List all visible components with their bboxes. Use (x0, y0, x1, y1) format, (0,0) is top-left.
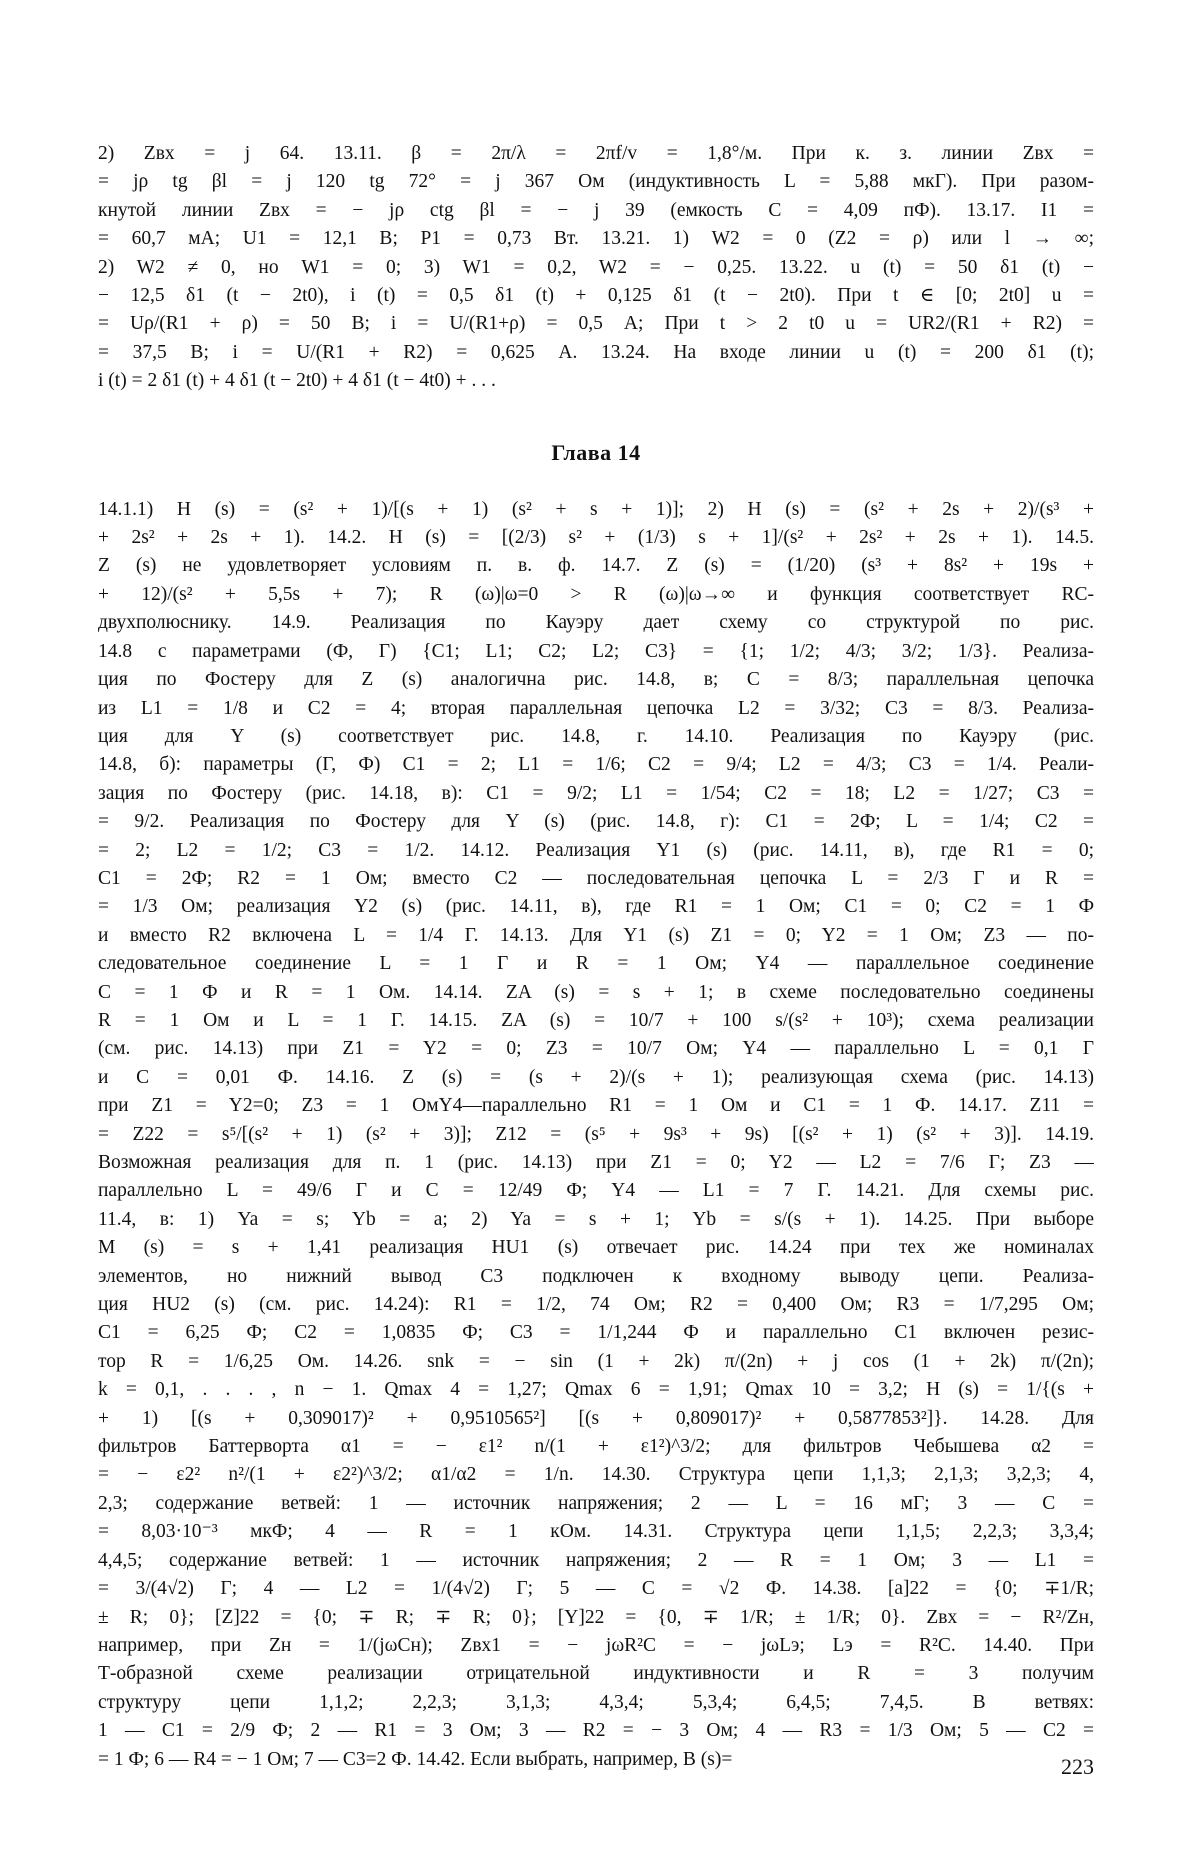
text-line: 14.8 с параметрами (Ф, Г) {C1; L1; C2; L2; C3} = {1; 1/2; 4/3; 3/2; 1/3}. Реализа- (98, 640, 1094, 662)
text-line: = Z22 = s⁵/[(s² + 1) (s² + 3)]; Z12 = (s⁵ + 9s³ + 9s) [(s² + 1) (s² + 3)]. 14.19. (98, 1123, 1094, 1145)
text-line: и C = 0,01 Ф. 14.16. Z (s) = (s + 2)/(s + 1); реализующая схема (рис. 14.13) (98, 1066, 1094, 1088)
text-line: C = 1 Ф и R = 1 Ом. 14.14. ZA (s) = s + 1; в схеме последовательно соединены (98, 981, 1094, 1003)
text-line: например, при Zн = 1/(jωCн); Zвх1 = − jωR²C = − jωLэ; Lэ = R²C. 14.40. При (98, 1634, 1094, 1656)
text-line: и вместо R2 включена L = 1/4 Г. 14.13. Для Y1 (s) Z1 = 0; Y2 = 1 Ом; Z3 — по- (98, 924, 1094, 946)
text-line: 1 — C1 = 2/9 Ф; 2 — R1 = 3 Ом; 3 — R2 = − 3 Ом; 4 — R3 = 1/3 Ом; 5 — C2 = (98, 1720, 1094, 1742)
text-line: при Z1 = Y2=0; Z3 = 1 ОмY4—параллельно R1 = 1 Ом и C1 = 1 Ф. 14.17. Z11 = (98, 1095, 1094, 1117)
answers-chapter-13-continued (98, 140, 1094, 396)
text-line: M (s) = s + 1,41 реализация HU1 (s) отвечает рис. 14.24 при тех же номиналах (98, 1237, 1094, 1259)
text-line: = Uρ/(R1 + ρ) = 50 В; i = U/(R1+ρ) = 0,5 А; При t > 2 t0 u = UR2/(R1 + R2) = (98, 313, 1094, 335)
text-line: Т-образной схеме реализации отрицательной индуктивности и R = 3 получим (98, 1663, 1094, 1685)
text-line: тор R = 1/6,25 Ом. 14.26. snk = − sin (1 + 2k) π/(2n) + j cos (1 + 2k) π/(2n); (98, 1350, 1094, 1372)
text-line: = − ε2² n²/(1 + ε2²)^3/2; α1/α2 = 1/n. 14.30. Структура цепи 1,1,3; 2,1,3; 3,2,3; 4, (98, 1464, 1094, 1486)
text-line: − 12,5 δ1 (t − 2t0), i (t) = 0,5 δ1 (t) + 0,125 δ1 (t − 2t0). При t ∈ [0; 2t0] u = (98, 285, 1094, 307)
text-line: + 2s² + 2s + 1). 14.2. H (s) = [(2/3) s² + (1/3) s + 1]/(s² + 2s² + 2s + 1). 14.5. (98, 527, 1094, 549)
text-line: 4,4,5; содержание ветвей: 1 — источник напряжения; 2 — R = 1 Ом; 3 — L1 = (98, 1549, 1094, 1571)
chapter-heading: Глава 14 (551, 439, 641, 465)
text-line: = 1 Ф; 6 — R4 = − 1 Ом; 7 — C3=2 Ф. 14.42. Если выбрать, например, B (s)= (98, 1748, 733, 1770)
text-line: = 9/2. Реализация по Фостеру для Y (s) (рис. 14.8, г): C1 = 2Ф; L = 1/4; C2 = (98, 811, 1094, 833)
text-line: 2) W2 ≠ 0, но W1 = 0; 3) W1 = 0,2, W2 = − 0,25. 13.22. u (t) = 50 δ1 (t) − (98, 256, 1094, 278)
text-line: = 1/3 Ом; реализация Y2 (s) (рис. 14.11, в), где R1 = 1 Ом; C1 = 0; C2 = 1 Ф (98, 896, 1094, 918)
text-line: Z (s) не удовлетворяет условиям п. в. ф. 14.7. Z (s) = (1/20) (s³ + 8s² + 19s + (98, 555, 1094, 577)
text-line: следовательное соединение L = 1 Г и R = 1 Ом; Y4 — параллельное соединение (98, 953, 1094, 975)
text-line: Возможная реализация для п. 1 (рис. 14.13) при Z1 = 0; Y2 — L2 = 7/6 Г; Z3 — (98, 1152, 1094, 1173)
text-line: параллельно L = 49/6 Г и C = 12/49 Ф; Y4 — L1 = 7 Г. 14.21. Для схемы рис. (98, 1180, 1094, 1202)
text-line: = 37,5 В; i = U/(R1 + R2) = 0,625 А. 13.24. На входе линии u (t) = 200 δ1 (t); (98, 341, 1094, 363)
text-line: = 2; L2 = 1/2; C3 = 1/2. 14.12. Реализация Y1 (s) (рис. 14.11, в), где R1 = 0; (98, 839, 1094, 861)
text-line: элементов, но нижний вывод C3 подключен к входному выводу цепи. Реализа- (98, 1265, 1094, 1287)
text-line: 14.1.1) H (s) = (s² + 1)/[(s + 1) (s² + s + 1)]; 2) H (s) = (s² + 2s + 2)/(s³ + (98, 498, 1094, 520)
text-line: (см. рис. 14.13) при Z1 = Y2 = 0; Z3 = 10/7 Ом; Y4 — параллельно L = 0,1 Г (98, 1038, 1094, 1060)
text-line: 2,3; содержание ветвей: 1 — источник напряжения; 2 — L = 16 мГ; 3 — C = (98, 1492, 1094, 1514)
text-line: кнутой линии Zвх = − jρ ctg βl = − j 39 (емкость C = 4,09 пФ). 13.17. I1 = (98, 199, 1094, 221)
text-line: i (t) = 2 δ1 (t) + 4 δ1 (t − 2t0) + 4 δ1 (t − 4t0) + . . . (98, 370, 496, 392)
text-line: = 8,03·10⁻³ мкФ; 4 — R = 1 кОм. 14.31. Структура цепи 1,1,5; 2,2,3; 3,3,4; (98, 1521, 1094, 1543)
text-line: = 3/(4√2) Г; 4 — L2 = 1/(4√2) Г; 5 — C = √2 Ф. 14.38. [a]22 = {0; ∓1/R; (98, 1578, 1094, 1600)
text-line: C1 = 6,25 Ф; C2 = 1,0835 Ф; C3 = 1/1,244 Ф и параллельно C1 включен резис- (98, 1322, 1094, 1344)
page-number: 223 (1061, 1754, 1094, 1779)
text-line: ± R; 0}; [Z]22 = {0; ∓ R; ∓ R; 0}; [Y]22 = {0, ∓ 1/R; ± 1/R; 0}. Zвх = − R²/Zн, (98, 1606, 1094, 1628)
text-line: 11.4, в: 1) Ya = s; Yb = a; 2) Ya = s + 1; Yb = s/(s + 1). 14.25. При выборе (98, 1208, 1094, 1230)
text-line: 14.8, б): параметры (Г, Ф) C1 = 2; L1 = 1/6; C2 = 9/4; L2 = 4/3; C3 = 1/4. Реали- (98, 754, 1094, 776)
text-line: структуру цепи 1,1,2; 2,2,3; 3,1,3; 4,3,4; 5,3,4; 6,4,5; 7,4,5. В ветвях: (98, 1691, 1094, 1713)
text-line: из L1 = 1/8 и C2 = 4; вторая параллельная цепочка L2 = 3/32; C3 = 8/3. Реализа- (98, 697, 1094, 719)
text-line: = 60,7 мА; U1 = 12,1 В; P1 = 0,73 Вт. 13.21. 1) W2 = 0 (Z2 = ρ) или l → ∞; (98, 228, 1094, 250)
text-line: зация по Фостеру (рис. 14.18, в): C1 = 9/2; L1 = 1/54; C2 = 18; L2 = 1/27; C3 = (98, 782, 1094, 804)
text-line: + 1) [(s + 0,309017)² + 0,9510565²] [(s + 0,809017)² + 0,5877853²]}. 14.28. Для (98, 1407, 1094, 1429)
text-line: ция для Y (s) соответствует рис. 14.8, г. 14.10. Реализация по Кауэру (рис. (98, 725, 1094, 747)
text-line: фильтров Баттерворта α1 = − ε1² n/(1 + ε1²)^3/2; для фильтров Чебышева α2 = (98, 1436, 1094, 1458)
text-line: = jρ tg βl = j 120 tg 72° = j 367 Ом (индуктивность L = 5,88 мкГ). При разом- (98, 171, 1094, 193)
text-line: ция по Фостеру для Z (s) аналогична рис. 14.8, в; C = 8/3; параллельная цепочка (98, 669, 1094, 691)
page-body (98, 140, 1094, 1774)
text-line: C1 = 2Ф; R2 = 1 Ом; вместо C2 — последовательная цепочка L = 2/3 Г и R = (98, 867, 1094, 889)
text-line: k = 0,1, . . . , n − 1. Qmax 4 = 1,27; Qmax 6 = 1,91; Qmax 10 = 3,2; H (s) = 1/{(s + (98, 1379, 1094, 1401)
text-line: R = 1 Ом и L = 1 Г. 14.15. ZA (s) = 10/7 + 100 s/(s² + 10³); схема реализации (98, 1009, 1094, 1031)
text-line: двухполюснику. 14.9. Реализация по Кауэру дает схему со структурой по рис. (98, 612, 1094, 634)
text-line: 2) Zвх = j 64. 13.11. β = 2π/λ = 2πf/v = 1,8°/м. При к. з. линии Zвх = (98, 143, 1094, 164)
answers-chapter-14 (98, 496, 1094, 1774)
text-line: ция HU2 (s) (см. рис. 14.24): R1 = 1/2, 74 Ом; R2 = 0,400 Ом; R3 = 1/7,295 Ом; (98, 1294, 1094, 1316)
text-line: + 12)/(s² + 5,5s + 7); R (ω)|ω=0 > R (ω)|ω→∞ и функция соответствует RC- (98, 583, 1094, 605)
